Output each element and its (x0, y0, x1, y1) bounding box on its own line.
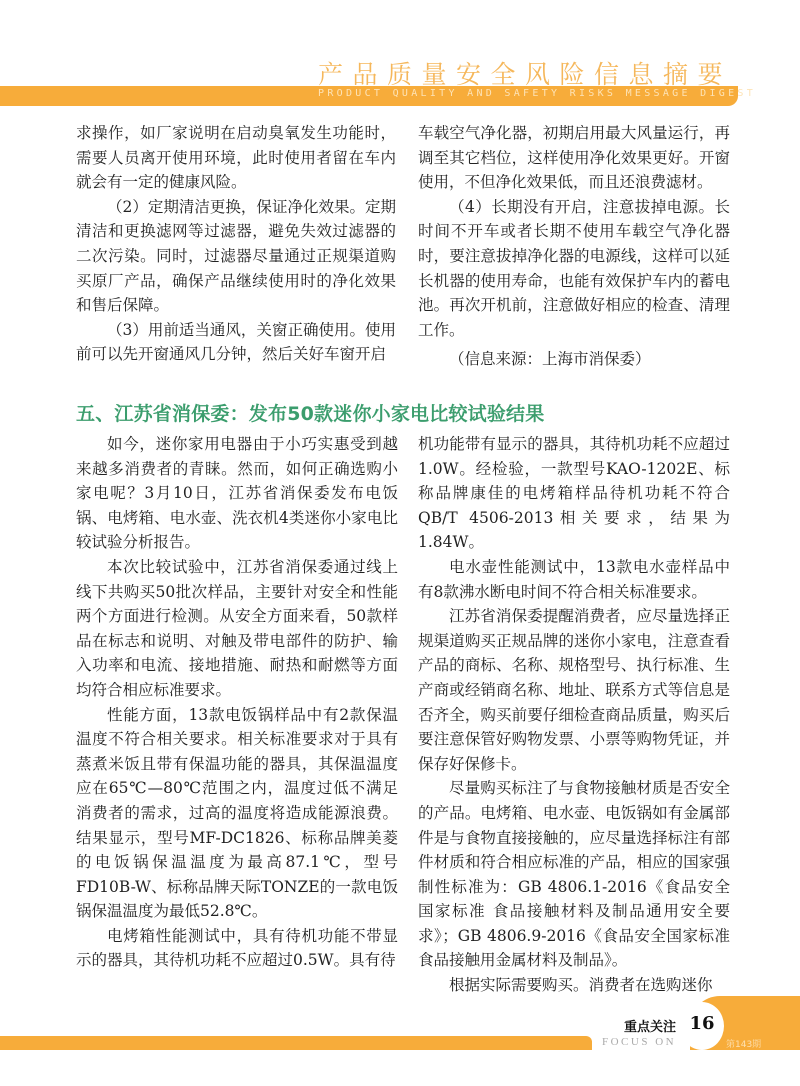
paragraph: 江苏省消保委提醒消费者，应尽量选择正规渠道购买正规品牌的迷你小家电，注意查看产品的商标、名称、规格型号、执行标准、生产商或经销商名称、地址、联系方式等信息是否齐全，购买前要仔细检查商品质量，购买后要注意保管好购物发票、小票等购物凭证，并保存好保修卡。 (418, 607, 730, 773)
paragraph: 本次比较试验中，江苏省消保委通过线上线下共购买50批次样品，主要针对安全和性能两个方面进行检测。从安全方面来看，50款样品在标志和说明、对触及带电部件的防护、输入功率和电流、接地措施、耐热和耐燃等方面均符合相应标准要求。 (76, 557, 398, 699)
paragraph: （2）定期清洁更换，保证净化效果。定期清洁和更换滤网等过滤器，避免失效过滤器的二次污染。同时，过滤器尽量通过正规渠道购买原厂产品，确保产品继续使用时的净化效果和售后保障。 (76, 197, 396, 315)
issue-number: 第143期 (726, 1040, 762, 1050)
paragraph: 电水壶性能测试中，13款电水壶样品中有8款沸水断电时间不符合相关标准要求。 (418, 557, 730, 601)
prev-article-left-column (76, 121, 396, 367)
section-right-column (418, 432, 730, 998)
source-credit: （信息来源：上海市消保委） (449, 350, 651, 369)
header-title: 产品质量安全风险信息摘要 (318, 60, 733, 89)
footer-section-label: 重点关注 (623, 1020, 676, 1035)
paragraph: 尽量购买标注了与食物接触材质是否安全的产品。电烤箱、电水壶、电饭锅如有金属部件是与食物直接接触的，应尽量选择标注有部件材质和符合相应标准的产品，相应的国家强制性标准为：GB 4806.1-2016《食品安全国家标准 食品接触材料及制品通用安全要求》；GB 4806.9-2016《食品安全国家标准 食品接触用金属材料及制品》。 (418, 779, 730, 970)
paragraph: 根据实际需要购买。消费者在选购迷你 (449, 976, 713, 995)
paragraph: （3）用前适当通风，关窗正确使用。使用前可以先开窗通风几分钟，然后关好车窗开启 (76, 320, 396, 364)
paragraph: 车载空气净化器，初期启用最大风量运行，再调至其它档位，这样使用净化效果更好。开窗使用，不但净化效果低，而且还浪费滤材。 (418, 124, 730, 192)
paragraph: 求操作，如厂家说明在启动臭氧发生功能时，需要人员离开使用环境，此时使用者留在车内就会有一定的健康风险。 (76, 124, 396, 192)
paragraph: 机功能带有显示的器具，其待机功耗不应超过1.0W。经检验，一款型号KAO-1202E、标称品牌康佳的电烤箱样品待机功耗不符合QB/T 4506-2013相关要求，结果为1.84W。 (418, 435, 730, 552)
paragraph: 如今，迷你家用电器由于小巧实惠受到越来越多消费者的青睐。然而，如何正确选购小家电呢？3月10日，江苏省消保委发布电饭锅、电烤箱、电水壶、洗衣机4类迷你小家电比较试验分析报告。 (76, 435, 398, 552)
paragraph: 电烤箱性能测试中，具有待机功能不带显示的器具，其待机功耗不应超过0.5W。具有待 (76, 926, 398, 970)
paragraph: （4）长期没有开启，注意拔掉电源。长时间不开车或者长期不使用车载空气净化器时，要注意拔掉净化器的电源线，这样可以延长机器的使用寿命，也能有效保护车内的蓄电池。再次开机前，注意做好相应的检查、清理工作。 (418, 197, 730, 339)
paragraph: 性能方面，13款电饭锅样品中有2款保温温度不符合相关要求。相关标准要求对于具有蒸煮米饭且带有保温功能的器具，其保温温度应在65℃—80℃范围之内，温度过低不满足消费者的需求，过高的温度将造成能源浪费。结果显示，型号MF-DC1826、标称品牌美菱的电饭锅保温温度为最高87.1℃，型号FD10B-W、标称品牌天际TONZE的一款电饭锅保温温度为最低52.8℃。 (76, 705, 398, 921)
footer-band (0, 1036, 592, 1050)
section-heading: 五、江苏省消保委：发布50款迷你小家电比较试验结果 (76, 403, 545, 425)
header-subtitle: PRODUCT QUALITY AND SAFETY RISKS MESSAGE DIGEST (318, 88, 757, 99)
prev-article-right-column (418, 121, 730, 372)
page-number: 16 (689, 1013, 715, 1034)
section-left-column (76, 432, 398, 973)
footer-section-label-en: FOCUS ON (602, 1036, 677, 1048)
